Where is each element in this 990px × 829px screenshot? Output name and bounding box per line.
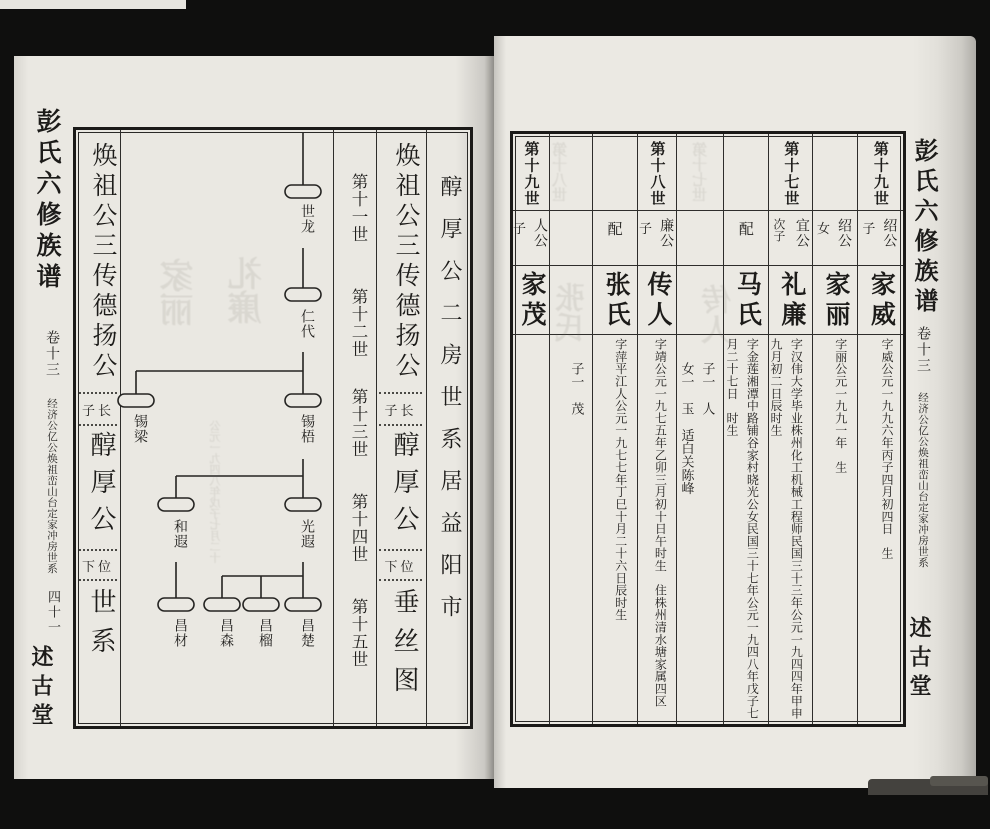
- person-bio: [724, 335, 768, 724]
- top-page-edge-sliver: [0, 0, 186, 9]
- volume-label-left: 卷十三: [44, 330, 59, 378]
- section-title-left: 经济公亿公焕祖峦山台定家冲房世系: [46, 398, 57, 574]
- relation-label-under: 下位: [384, 559, 417, 574]
- relation-label: 子: [639, 221, 653, 236]
- generation-header: 第十九世: [871, 141, 888, 207]
- person-name: 家丽: [822, 271, 850, 331]
- hanging-chart-table: [73, 127, 473, 729]
- bio-line: 字萍平江人公元一九七七年丁巳十月二十六日辰时生: [613, 338, 628, 621]
- record-column-lilian: [769, 134, 813, 724]
- tree-name-gen15-first: 昌材: [172, 618, 187, 648]
- bleed-through-text: 第十八世: [553, 142, 569, 202]
- children-line: 子一 人: [700, 362, 716, 416]
- bleed-through-text: 张氏: [557, 282, 590, 342]
- person-bio: [769, 335, 812, 724]
- record-column-zhangshi: [593, 134, 637, 724]
- children-line: 女一 玉 适白关陈峰: [679, 362, 695, 495]
- record-column-mashi: [724, 134, 769, 724]
- generation-label-13: 第十三世: [349, 388, 368, 458]
- chart-type-label: 世系: [87, 588, 116, 666]
- section-title-right: 经济公亿公焕祖峦山台定家冲房世系: [917, 392, 928, 568]
- parent-name: 宜公: [793, 218, 809, 248]
- person-bio: [858, 335, 903, 724]
- relation-label-under: 下位: [81, 559, 114, 574]
- relation-label-eldest-son: 子长: [81, 403, 114, 418]
- parent-name: 人公: [532, 218, 548, 248]
- person-name: 礼廉: [777, 271, 805, 331]
- generation-header: 第十九世: [522, 141, 539, 207]
- tree-name-gen12: 仁代: [299, 309, 314, 339]
- book-title-right: 彭氏六修族谱: [910, 138, 936, 318]
- record-column-jiali: [813, 134, 857, 724]
- hall-name-right: 述古堂: [907, 616, 932, 703]
- children-note-column: [550, 134, 593, 724]
- family-record-table: [510, 131, 906, 727]
- lineage-heading: 焕祖公三传德扬公: [89, 142, 116, 382]
- person-bio: [638, 335, 677, 724]
- person-name: 家威: [867, 271, 895, 331]
- bleed-through-text: 公元一九四八年戊子七月二十: [210, 420, 222, 563]
- page-number-left: 四十一: [46, 590, 61, 635]
- chart-title: 醇厚公二房世系居益阳市: [438, 175, 463, 637]
- bleed-through-text: 家丽: [162, 258, 199, 326]
- children-note: [550, 335, 592, 724]
- record-column-chuanren: [638, 134, 678, 724]
- person-name: 家茂: [518, 271, 545, 331]
- children-note: [677, 335, 723, 724]
- tree-name-gen15-fourth: 昌楚: [299, 618, 314, 648]
- bio-line: 九月初二日辰时生: [769, 338, 783, 437]
- bleed-through-text: 礼廉: [230, 256, 267, 324]
- chart-label-column-outer: [76, 130, 121, 726]
- ancestor-name: 醇厚公: [87, 431, 116, 542]
- chart-label-column-inner: [375, 130, 427, 726]
- tree-name-gen11: 世龙: [299, 204, 314, 234]
- tree-name-gen14-first: 和遐: [172, 519, 187, 549]
- tree-name-gen13-first: 锡梁: [132, 414, 147, 444]
- generation-label-15: 第十五世: [349, 598, 368, 668]
- generation-label-11: 第十一世: [349, 173, 368, 243]
- generation-label-12: 第十二世: [349, 288, 368, 358]
- ancestor-name: 醇厚公: [390, 431, 419, 542]
- descent-tree: [120, 130, 333, 726]
- bleed-through-text: 传人: [703, 284, 736, 344]
- book-title-left: 彭氏六修族谱: [33, 108, 60, 294]
- hall-name-left: 述古堂: [29, 645, 54, 732]
- tree-name-gen15-third: 昌榴: [257, 618, 272, 648]
- relation-label: 子: [513, 221, 527, 236]
- bio-line: 字丽公元一九九一年 生: [833, 338, 848, 474]
- relation-label: 子: [862, 221, 876, 236]
- generation-header: 第十八世: [648, 141, 665, 207]
- chart-type-label: 垂丝图: [390, 588, 419, 705]
- tree-name-gen13-second: 锡梧: [299, 414, 314, 444]
- relation-label: 次子: [771, 218, 786, 242]
- bio-line: 字威公元一九九六年丙子四月初四日 生: [880, 338, 894, 560]
- children-note-column: [677, 134, 724, 724]
- tree-name-gen15-second: 昌森: [218, 618, 233, 648]
- person-bio: [813, 335, 856, 724]
- generation-header: 第十七世: [782, 141, 799, 207]
- children-line: 子一 茂: [569, 362, 585, 416]
- person-name: 传人: [644, 271, 672, 331]
- person-name: 马氏: [733, 271, 761, 331]
- parent-name: 廉公: [658, 218, 674, 248]
- relation-label-eldest-son: 子长: [384, 403, 417, 418]
- bleed-through-text: 第十七世: [693, 142, 709, 202]
- parent-name: 绍公: [836, 218, 852, 248]
- chart-title-column: [426, 130, 470, 726]
- generation-column: [333, 130, 377, 726]
- spouse-label: 配: [607, 222, 623, 238]
- person-name: 张氏: [602, 271, 630, 331]
- relation-label: 女: [817, 221, 831, 236]
- person-bio: [593, 335, 636, 724]
- bio-line: 字靖公元一九七五年乙卯三月初十日午时生 住株州清水塘家属四区: [653, 338, 668, 707]
- volume-label-right: 卷十三: [915, 326, 930, 374]
- parent-name: 绍公: [881, 218, 897, 248]
- record-column-jiamao: [513, 134, 550, 724]
- person-bio: [513, 335, 549, 724]
- tree-name-gen14-second: 光遐: [299, 519, 314, 549]
- lineage-heading: 焕祖公三传德扬公: [392, 142, 419, 382]
- bio-line: 字汉伟大学毕业株州化工机械工程师民国三十三年公元一九四四年甲申: [789, 338, 804, 720]
- bio-line: 月二十七日 时生: [724, 338, 739, 437]
- generation-label-14: 第十四世: [349, 493, 368, 563]
- bottom-page-stack-edge2: [930, 776, 988, 786]
- spouse-label: 配: [738, 222, 754, 238]
- record-column-jiawei: [858, 134, 903, 724]
- bio-line: 字金莲湘潭中路铺谷家村晓光公女民国三十七年公元一九四八年戊子七: [745, 338, 760, 720]
